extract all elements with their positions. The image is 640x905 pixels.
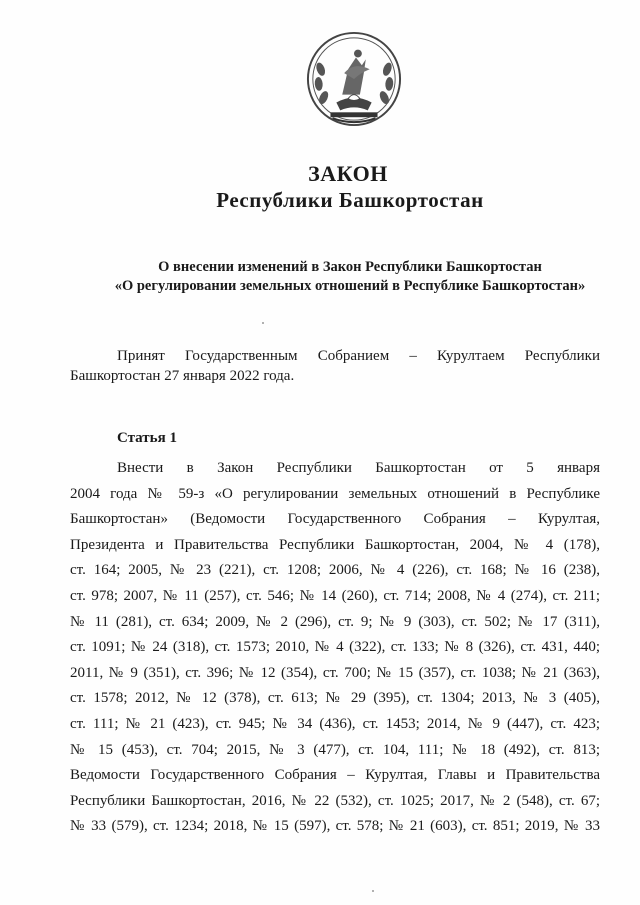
- article-heading: Статья 1: [117, 430, 177, 446]
- adoption-line-1: Принят Государственным Собранием – Курултаем Республики: [117, 348, 600, 364]
- body-line: Башкортостан» (Ведомости Государственного Собрания – Курултая,: [70, 511, 600, 528]
- body-line: ст. 1578; 2012, № 12 (378), ст. 613; № 29 (395), ст. 1304; 2013, № 3 (405),: [70, 690, 600, 707]
- body-line: № 33 (579), ст. 1234; 2018, № 15 (597), ст. 578; № 21 (603), ст. 851; 2019, № 33: [70, 818, 600, 835]
- adoption-line-2: Башкортостан 27 января 2022 года.: [70, 368, 295, 384]
- law-subtitle: [60, 258, 640, 296]
- body-line: 2004 года № 59-з «О регулировании земельных отношений в Республике: [70, 485, 600, 502]
- body-line: Президента и Правительства Республики Башкортостан, 2004, № 4 (178),: [70, 536, 600, 553]
- body-line: ст. 978; 2007, № 11 (257), ст. 546; № 14 (260), ст. 714; 2008, № 4 (274), ст. 211;: [70, 587, 600, 604]
- subtitle-line-2: «О регулировании земельных отношений в Республике Башкортостан»: [114, 278, 586, 294]
- body-line: 2011, № 9 (351), ст. 396; № 12 (354), ст. 700; № 15 (357), ст. 1038; № 21 (363),: [70, 664, 600, 681]
- law-title: [0, 160, 640, 214]
- body-line: ст. 111; № 21 (423), ст. 945; № 34 (436), ст. 1453; 2014, № 9 (447), ст. 423;: [70, 715, 600, 732]
- body-line: ст. 1091; № 24 (318), ст. 1573; 2010, № 4 (322), ст. 133; № 8 (326), ст. 431, 440;: [70, 639, 600, 656]
- body-line: Ведомости Государственного Собрания – Курултая, Главы и Правительства: [70, 767, 600, 784]
- title-line-1: ЗАКОН: [308, 161, 388, 186]
- scan-speck: [372, 890, 374, 892]
- subtitle-line-1: О внесении изменений в Закон Республики Башкортостан: [158, 259, 542, 275]
- body-line: Республики Башкортостан, 2016, № 22 (532), ст. 1025; 2017, № 2 (548), ст. 67;: [70, 792, 600, 809]
- body-line: Внести в Закон Республики Башкортостан от 5 января: [117, 460, 600, 476]
- scan-speck: [262, 322, 264, 324]
- body-line: № 15 (453), ст. 704; 2015, № 3 (477), ст. 104, 111; № 18 (492), ст. 813;: [70, 741, 600, 758]
- body-line: № 11 (281), ст. 634; 2009, № 2 (296), ст. 9; № 9 (303), ст. 502; № 17 (311),: [70, 613, 600, 630]
- coat-of-arms-icon: [305, 30, 403, 128]
- article-body: [70, 456, 600, 840]
- title-line-2: Республики Башкортостан: [216, 188, 484, 212]
- adoption-statement: [70, 346, 600, 386]
- body-line: ст. 164; 2005, № 23 (221), ст. 1208; 2006, № 4 (226), ст. 168; № 16 (238),: [70, 562, 600, 579]
